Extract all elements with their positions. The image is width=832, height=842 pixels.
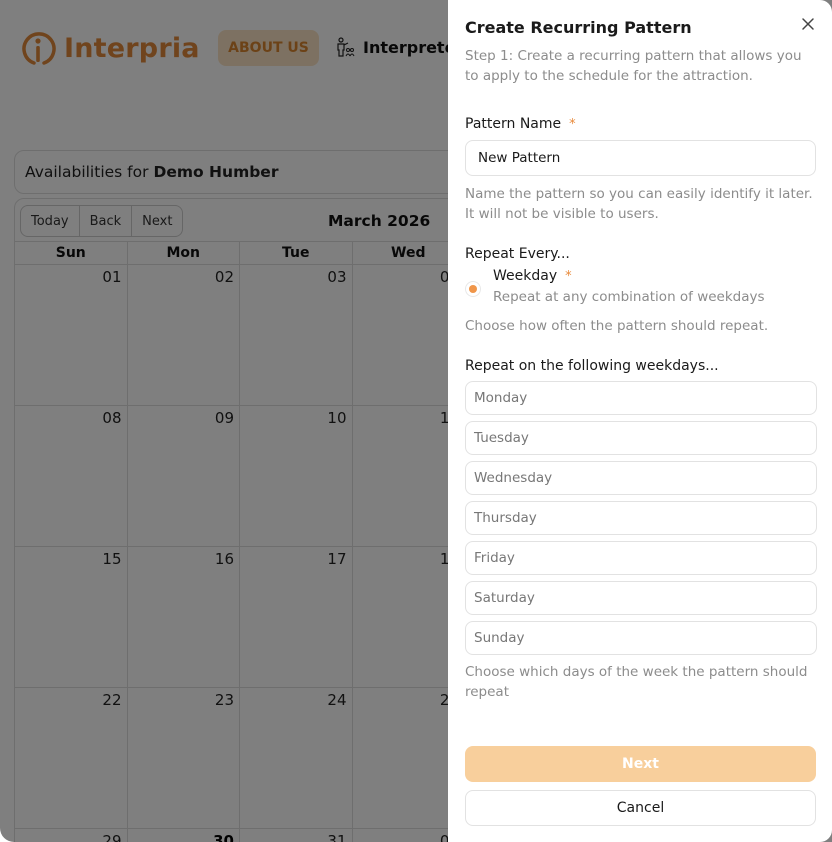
- pattern-name-input[interactable]: [465, 140, 816, 176]
- weekdays-hint: Choose which days of the week the pattern should repeat: [465, 664, 808, 700]
- weekday-thursday[interactable]: Thursday: [465, 501, 817, 535]
- drawer-title: Create Recurring Pattern: [465, 18, 692, 37]
- next-button[interactable]: Next: [465, 746, 816, 782]
- required-asterisk: *: [565, 269, 572, 284]
- weekday-tuesday[interactable]: Tuesday: [465, 421, 817, 455]
- required-asterisk: *: [569, 117, 576, 132]
- create-pattern-drawer: [448, 0, 832, 842]
- weekday-saturday[interactable]: Saturday: [465, 581, 817, 615]
- close-icon[interactable]: [800, 16, 816, 32]
- drawer-subtitle: Step 1: Create a recurring pattern that allows you to apply to the schedule for the attraction.: [465, 48, 802, 84]
- repeat-every-label: Repeat Every...: [465, 246, 570, 262]
- weekday-wednesday[interactable]: Wednesday: [465, 461, 817, 495]
- weekday-friday[interactable]: Friday: [465, 541, 817, 575]
- pattern-name-label: [465, 116, 576, 132]
- weekday-sunday[interactable]: Sunday: [465, 621, 817, 655]
- radio-dot: [469, 285, 477, 293]
- pattern-name-hint: Name the pattern so you can easily identify it later. It will not be visible to users.: [465, 186, 813, 222]
- weekday-option-desc: Repeat at any combination of weekdays: [493, 289, 765, 305]
- weekdays-label: Repeat on the following weekdays...: [465, 358, 719, 374]
- repeat-every-hint: Choose how often the pattern should repeat.: [465, 318, 769, 334]
- weekday-monday[interactable]: Monday: [465, 381, 817, 415]
- weekday-option-text: Weekday: [493, 268, 558, 284]
- weekday-option-label[interactable]: [493, 268, 572, 284]
- cancel-button[interactable]: Cancel: [465, 790, 816, 826]
- pattern-name-label-text: Pattern Name: [465, 116, 562, 132]
- weekday-radio[interactable]: [465, 281, 481, 297]
